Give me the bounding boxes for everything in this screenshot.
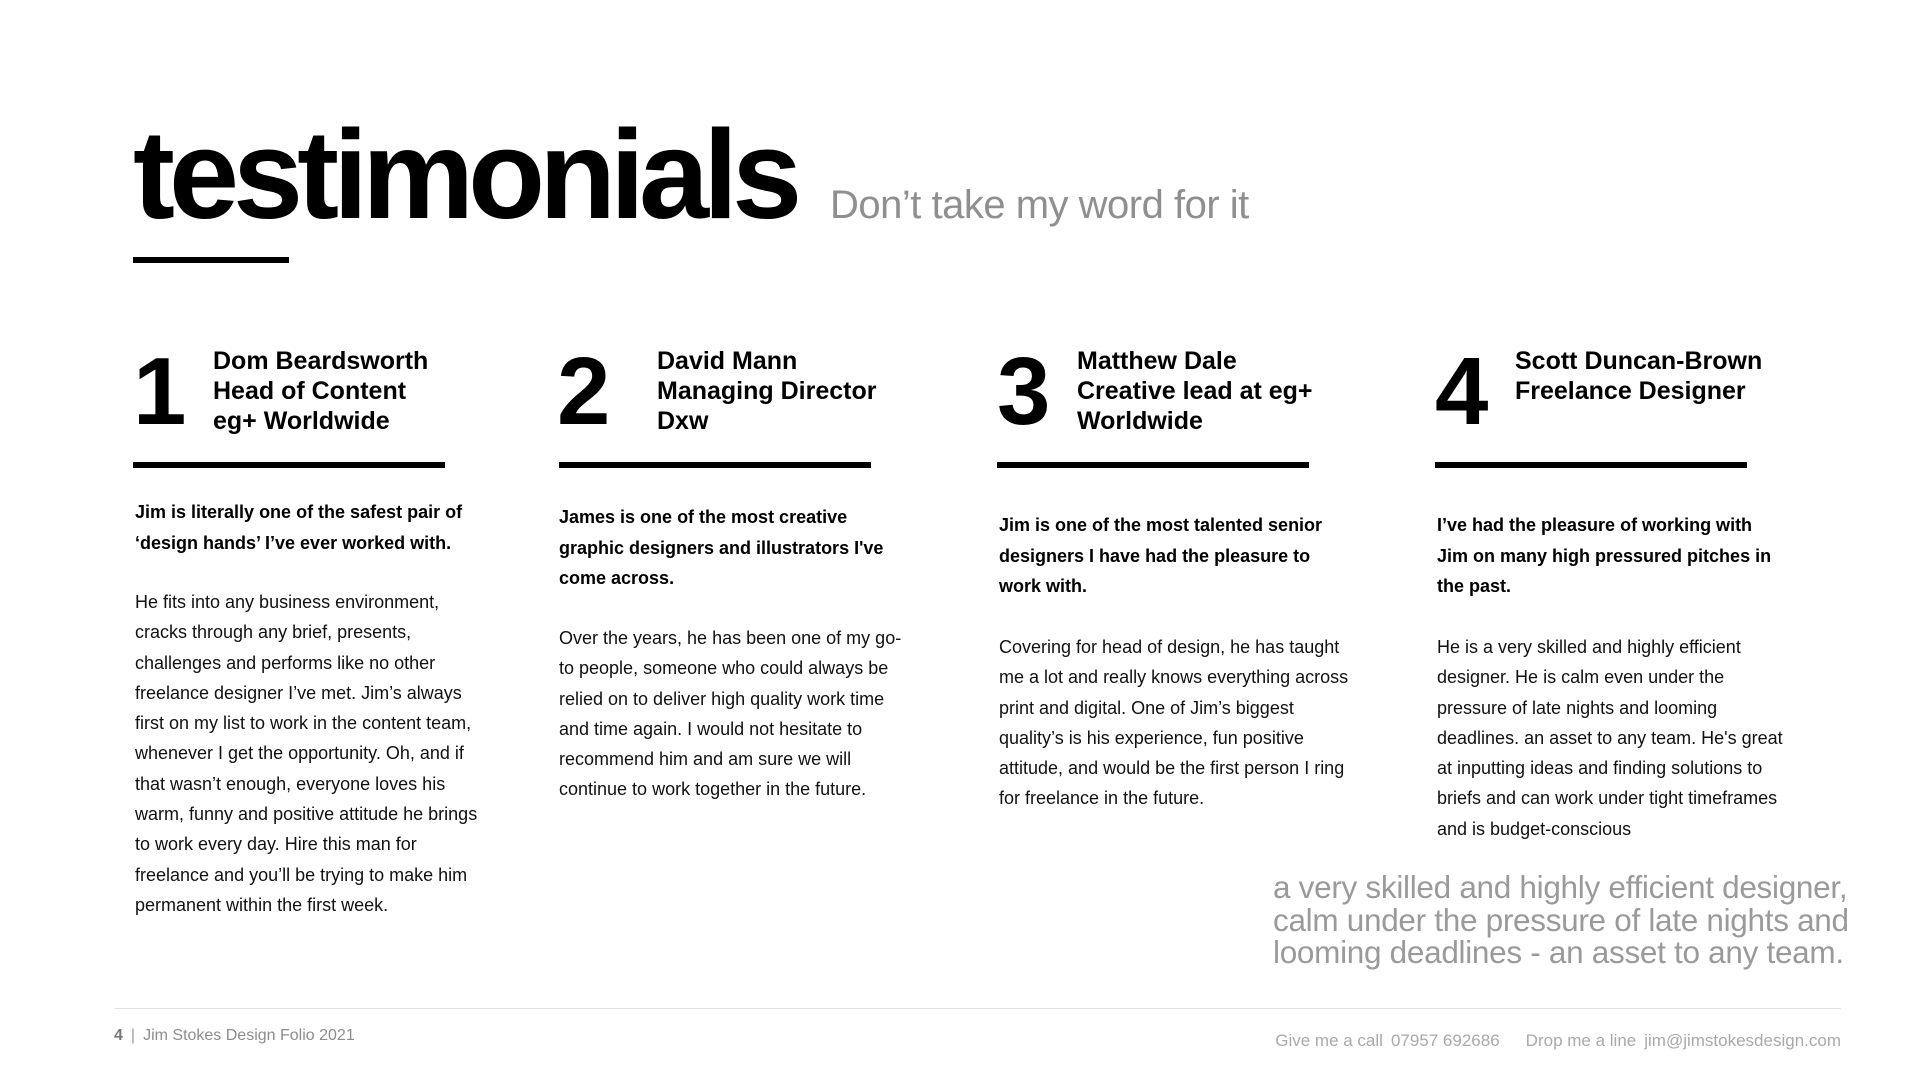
testimonial-lead <box>135 497 475 558</box>
body-line: He fits into any business environment, <box>135 592 440 612</box>
body-line: He is a very skilled and highly efficient <box>1437 637 1741 657</box>
page-number: 4 <box>114 1027 123 1044</box>
reviewer-name: Matthew Dale <box>1077 347 1237 375</box>
body-line: quality’s is his experience, fun positive <box>999 727 1304 748</box>
reviewer-details <box>213 346 428 436</box>
body-line: print and digital. One of Jim’s biggest <box>999 697 1294 718</box>
body-line: whenever I get the opportunity. Oh, and if <box>135 743 464 764</box>
testimonial-number: 2 <box>557 338 609 445</box>
lead-line: ‘design hands’ I’ve ever worked with. <box>135 532 452 553</box>
reviewer-role: Freelance Designer <box>1515 377 1746 405</box>
body-line: briefs and can work under tight timeframes <box>1437 788 1778 809</box>
reviewer-company: eg+ Worldwide <box>213 407 390 435</box>
testimonial-rule <box>997 462 1309 468</box>
testimonial-number: 3 <box>997 338 1049 445</box>
body-line: Over the years, he has been one of my go- <box>559 628 902 648</box>
lead-line: Jim is literally one of the safest pair of <box>135 502 463 522</box>
body-line: and time again. I would not hesitate to <box>559 718 863 739</box>
testimonial-rule <box>133 462 445 468</box>
body-line: warm, funny and positive attitude he brings <box>135 804 478 825</box>
body-line: designer. He is calm even under the <box>1437 667 1725 688</box>
phone-link[interactable]: 07957 692686 <box>1390 1031 1500 1050</box>
testimonial-header <box>1435 340 1765 460</box>
mail-label: Drop me a line <box>1525 1031 1637 1050</box>
reviewer-name: Scott Duncan-Brown <box>1515 347 1763 375</box>
reviewer-role: Creative lead at eg+ <box>1077 377 1313 405</box>
reviewer-name: Dom Beardsworth <box>213 347 429 375</box>
lead-line: graphic designers and illustrators I've <box>559 537 884 558</box>
reviewer-role: Managing Director <box>657 377 877 405</box>
testimonial-body <box>559 623 909 805</box>
reviewer-details <box>1515 346 1762 406</box>
lead-line: I’ve had the pleasure of working with <box>1437 515 1753 535</box>
lead-line: come across. <box>559 568 675 588</box>
body-line: freelance and you’ll be trying to make him <box>135 864 468 885</box>
testimonial-4 <box>1435 338 1783 839</box>
body-line: Covering for head of design, he has taught <box>999 637 1340 657</box>
footer-separator: | <box>130 1027 136 1044</box>
testimonial-1 <box>133 338 478 915</box>
body-line: challenges and performs like no other <box>135 652 436 673</box>
testimonial-2 <box>557 338 902 800</box>
pull-quote <box>1273 871 1873 969</box>
body-line: pressure of late nights and looming <box>1437 697 1718 718</box>
footer-folio <box>114 1027 355 1045</box>
body-line: attitude, and would be the first person I ring <box>999 758 1345 779</box>
body-line: deadlines. an asset to any team. He's great <box>1437 727 1783 748</box>
body-line: to work every day. Hire this man for <box>135 834 417 855</box>
reviewer-role: Head of Content <box>213 377 407 405</box>
testimonial-header <box>133 340 463 460</box>
testimonial-body <box>1437 632 1787 844</box>
lead-line: Jim on many high pressured pitches in <box>1437 545 1772 566</box>
body-line: relied on to deliver high quality work time <box>559 688 885 709</box>
title-underline <box>133 257 289 263</box>
pull-quote-line: calm under the pressure of late nights and <box>1273 901 1849 938</box>
testimonial-lead <box>559 502 899 594</box>
testimonial-rule <box>559 462 871 468</box>
call-label: Give me a call <box>1275 1031 1383 1050</box>
testimonial-rule <box>1435 462 1747 468</box>
testimonial-number: 1 <box>133 338 185 445</box>
reviewer-details <box>657 346 876 436</box>
reviewer-company: Worldwide <box>1077 407 1203 435</box>
lead-line: work with. <box>999 576 1088 596</box>
reviewer-details <box>1077 346 1313 436</box>
body-line: cracks through any brief, presents, <box>135 622 412 643</box>
body-line: permanent within the first week. <box>135 894 389 915</box>
body-line: freelance designer I’ve met. Jim’s always <box>135 682 462 703</box>
testimonial-lead <box>999 510 1339 602</box>
page-title: testimonials <box>133 104 797 245</box>
pull-quote-line: a very skilled and highly efficient designer, <box>1273 869 1848 905</box>
testimonial-body <box>999 632 1349 814</box>
body-line: first on my list to work in the content team, <box>135 713 472 734</box>
lead-line: Jim is one of the most talented senior <box>999 515 1323 535</box>
body-line: recommend him and am sure we will <box>559 749 852 770</box>
body-line: continue to work together in the future. <box>559 779 867 800</box>
testimonial-body <box>135 587 485 920</box>
email-link[interactable]: jim@jimstokesdesign.com <box>1644 1031 1841 1050</box>
testimonial-header <box>557 340 887 460</box>
body-line: that wasn’t enough, everyone loves his <box>135 773 446 794</box>
body-line: me a lot and really knows everything across <box>999 667 1349 688</box>
page-subtitle: Don’t take my word for it <box>830 183 1249 227</box>
reviewer-name: David Mann <box>657 347 798 375</box>
folio-title: Jim Stokes Design Folio 2021 <box>143 1027 355 1044</box>
body-line: at inputting ideas and finding solutions to <box>1437 758 1763 779</box>
footer-divider <box>115 1008 1841 1009</box>
lead-line: designers I have had the pleasure to <box>999 545 1311 566</box>
testimonial-header <box>997 340 1327 460</box>
lead-line: the past. <box>1437 576 1512 596</box>
testimonial-number: 4 <box>1435 338 1487 445</box>
reviewer-company: Dxw <box>657 407 709 435</box>
testimonial-3 <box>997 338 1349 809</box>
pull-quote-line: looming deadlines - an asset to any team. <box>1273 934 1844 970</box>
body-line: to people, someone who could always be <box>559 658 889 679</box>
lead-line: James is one of the most creative <box>559 507 848 527</box>
body-line: and is budget-conscious <box>1437 818 1632 839</box>
body-line: for freelance in the future. <box>999 788 1205 809</box>
testimonial-lead <box>1437 510 1777 602</box>
footer-contact <box>1275 1031 1841 1051</box>
